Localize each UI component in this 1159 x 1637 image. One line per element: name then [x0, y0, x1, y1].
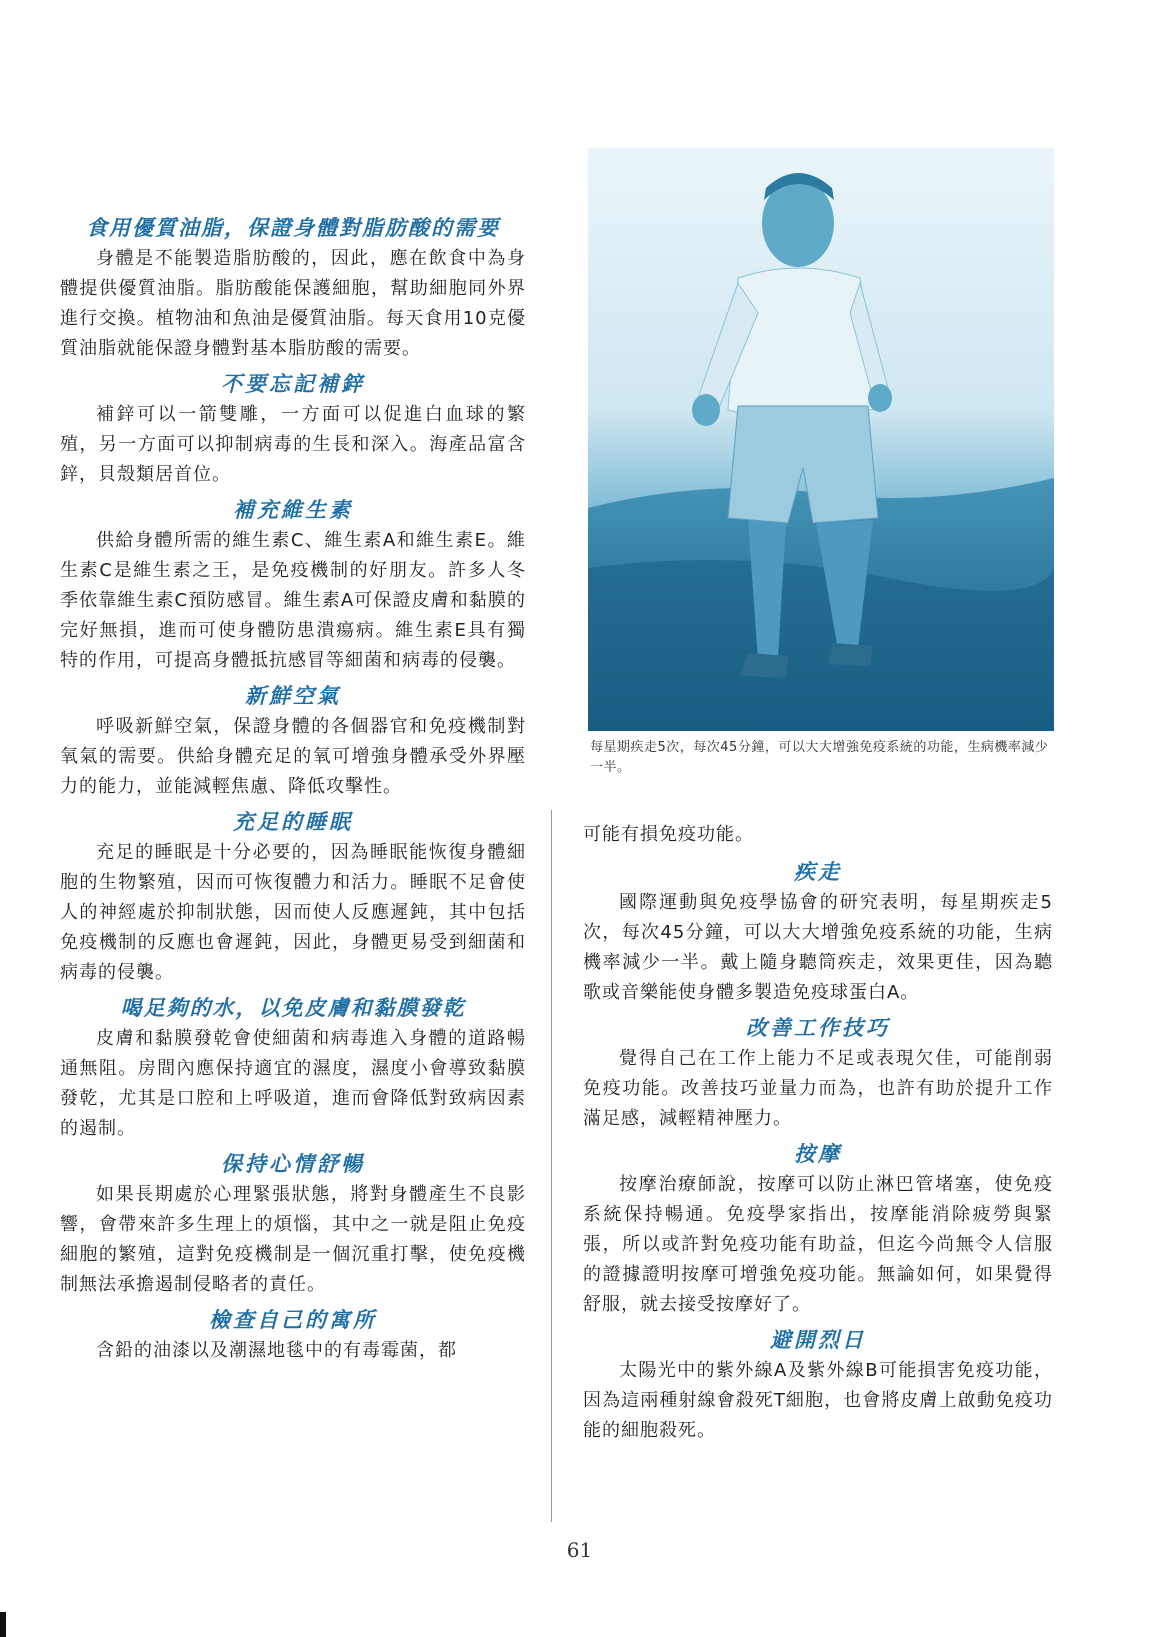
section-heading: 避開烈日	[770, 1327, 866, 1352]
section-body: 覺得自己在工作上能力不足或表現欠佳，可能削弱免疫功能。改善技巧並量力而為，也許有助於提升工作滿足感，減輕精神壓力。	[583, 1048, 1053, 1129]
continued-text: 可能有損免疫功能。	[583, 824, 754, 845]
column-divider	[551, 810, 552, 1522]
section-heading: 改善工作技巧	[746, 1015, 890, 1040]
left-column	[60, 212, 526, 1370]
section-body: 如果長期處於心理緊張狀態，將對身體產生不良影響，會帶來許多生理上的煩惱，其中之一就是阻止免疫細胞的繁殖，這對免疫機制是一個沉重打擊，使免疫機制無法承擔遏制侵略者的責任。	[60, 1184, 526, 1295]
section-body: 呼吸新鮮空氣，保證身體的各個器官和免疫機制對氧氣的需要。供給身體充足的氧可增強身體承受外界壓力的能力，並能減輕焦慮、降低攻擊性。	[60, 716, 526, 797]
section-body: 含鉛的油漆以及潮濕地毯中的有毒霉菌，都	[96, 1340, 457, 1361]
section-water	[60, 992, 526, 1144]
section-heading: 喝足夠的水，以免皮膚和黏膜發乾	[120, 995, 466, 1020]
section-brisk-walk	[583, 856, 1053, 1008]
section-body: 太陽光中的紫外線A及紫外線B可能損害免疫功能，因為這兩種射線會殺死T細胞，也會將皮膚上啟動免疫功能的細胞殺死。	[583, 1360, 1053, 1441]
scan-edge-mark	[0, 1612, 6, 1637]
section-heading: 不要忘記補鋅	[221, 371, 365, 396]
section-heading: 補充維生素	[233, 497, 353, 522]
section-vitamins	[60, 494, 526, 676]
section-heading: 充足的睡眠	[233, 809, 353, 834]
section-body: 身體是不能製造脂肪酸的，因此，應在飲食中為身體提供優質油脂。脂肪酸能保護細胞，幫助細胞同外界進行交換。植物油和魚油是優質油脂。每天食用10克優質油脂就能保證身體對基本脂肪酸的需要。	[60, 248, 526, 359]
section-fresh-air	[60, 680, 526, 802]
walking-man-photo	[588, 148, 1054, 731]
section-sun	[583, 1324, 1053, 1446]
section-work-skills	[583, 1012, 1053, 1134]
section-heading: 按摩	[794, 1141, 842, 1166]
section-home	[60, 1304, 526, 1366]
section-body: 皮膚和黏膜發乾會使細菌和病毒進入身體的道路暢通無阻。房間內應保持適宜的濕度，濕度小會導致黏膜發乾，尤其是口腔和上呼吸道，進而會降低對致病因素的遏制。	[60, 1028, 526, 1139]
photo-caption: 每星期疾走5次，每次45分鐘，可以大大增強免疫系統的功能，生病機率減少一半。	[590, 740, 1049, 775]
section-sleep	[60, 806, 526, 988]
section-body: 充足的睡眠是十分必要的，因為睡眠能恢復身體細胞的生物繁殖，因而可恢復體力和活力。睡眠不足會使人的神經處於抑制狀態，因而使人反應遲鈍，其中包括免疫機制的反應也會遲鈍，因此，身體更易受到細菌和病毒的侵襲。	[60, 842, 526, 983]
section-heading: 疾走	[794, 859, 842, 884]
section-body: 按摩治療師說，按摩可以防止淋巴管堵塞，使免疫系統保持暢通。免疫學家指出，按摩能消除疲勞與緊張，所以或許對免疫功能有助益，但迄今尚無令人信服的證據證明按摩可增強免疫功能。無論如何，如果覺得舒服，就去接受按摩好了。	[583, 1174, 1053, 1315]
section-heading: 食用優質油脂，保證身體對脂肪酸的需要	[86, 215, 500, 240]
section-heading: 檢查自己的寓所	[209, 1307, 377, 1332]
section-body: 補鋅可以一箭雙雕，一方面可以促進白血球的繁殖，另一方面可以抑制病毒的生長和深入。海產品富含鋅，貝殼類居首位。	[60, 404, 526, 485]
section-massage	[583, 1138, 1053, 1320]
page-number: 61	[566, 1538, 593, 1562]
section-body: 國際運動與免疫學協會的研究表明，每星期疾走5次，每次45分鐘，可以大大增強免疫系統的功能，生病機率減少一半。戴上隨身聽筒疾走，效果更佳，因為聽歌或音樂能使身體多製造免疫球蛋白A。	[583, 892, 1053, 1003]
section-mood	[60, 1148, 526, 1300]
section-zinc	[60, 368, 526, 490]
section-body: 供給身體所需的維生素C、維生素A和維生素E。維生素C是維生素之王，是免疫機制的好朋友。許多人冬季依靠維生素C預防感冒。維生素A可保證皮膚和黏膜的完好無損，進而可使身體防患潰瘍病。維生素E具有獨特的作用，可提高身體抵抗感冒等細菌和病毒的侵襲。	[60, 530, 526, 671]
section-healthy-oils	[60, 212, 526, 364]
section-heading: 保持心情舒暢	[221, 1151, 365, 1176]
section-heading: 新鮮空氣	[245, 683, 341, 708]
right-column	[583, 820, 1053, 1450]
